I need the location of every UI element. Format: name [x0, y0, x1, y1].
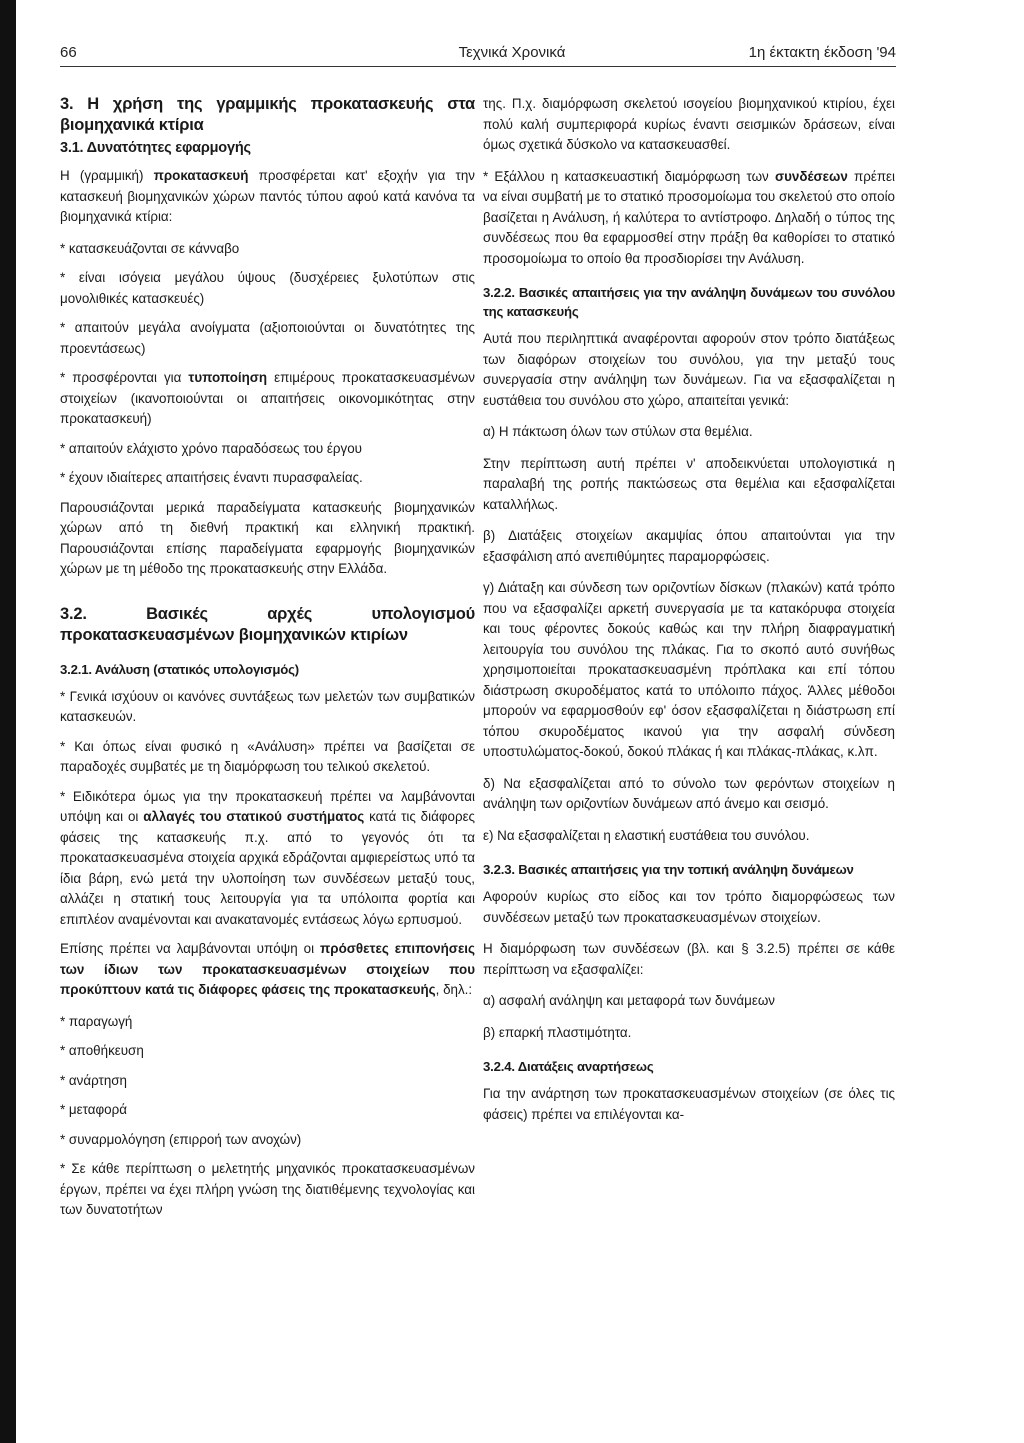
bullet-standardization: * προσφέρονται για τυποποίηση επιμέρους προκατασκευασμένων στοιχείων (ικανοποιούνται οι απαιτήσεις οικονομικότητας στην προκατασκευή) [60, 370, 475, 426]
global-requirements-paragraph: Αυτά που περιληπτικά αναφέρονται αφορούν στον τρόπο διατάξεως των διαφόρων στοιχείων του συνόλου, για την μεταξύ τους συνεργασία στην ανάληψη των δυνάμεων. Για να εξασφαλίζεται η ευστάθεια του συνόλου στο χώρο, απαιτείται γενικά: [483, 331, 895, 408]
hoisting-paragraph: Για την ανάρτηση των προκατασκευασμένων στοιχείων (σε όλες τις φάσεις) πρέπει να επιλέγονται κα- [483, 1086, 895, 1122]
phase-storage: * αποθήκευση [60, 1043, 144, 1058]
phase-assembly: * συναρμολόγηση (επιρροή των ανοχών) [60, 1131, 302, 1147]
right-column [483, 94, 895, 1136]
bullet-height: * είναι ισόγεια μεγάλου ύψους (δυσχέρειες ξυλοτύπων στις μονολιθικές κατασκευές) [60, 270, 475, 306]
requirement-a-detail: Στην περίπτωση αυτή πρέπει ν' αποδεικνύεται υπολογιστικά η παραλαβή της ροπής πακτώσεως στα θεμέλια και εξασφαλίζεται καταλλήλως. [483, 455, 895, 512]
left-column [60, 94, 475, 1230]
phase-transport: * μεταφορά [60, 1102, 127, 1117]
bullet-delivery-time: * απαιτούν ελάχιστο χρόνο παραδόσεως του έργου [60, 440, 362, 456]
bullet-grid: * κατασκευάζονται σε κάνναβο [60, 240, 240, 256]
examples-paragraph: Παρουσιάζονται μερικά παραδείγματα κατασκευής βιομηχανικών χώρων από τη διεθνή πρακτική και ελληνική πρακτική. Παρουσιάζονται επίσης παραδείγματα εφαρμογής βιομηχανικών χώρων με τη μέθοδο της προκατασκευής στην Ελλάδα. [60, 499, 475, 576]
bullet-spans: * απαιτούν μεγάλα ανοίγματα (αξιοποιούνται οι δυνατότητες της προεντάσεως) [60, 320, 475, 356]
section-3-2-2-heading: 3.2.2. Βασικές απαιτήσεις για την ανάληψη δυνάμεων του συνόλου της κατασκευής [483, 285, 895, 319]
header-rule [60, 66, 896, 67]
requirement-b: β) Διατάξεις στοιχείων ακαμψίας όπου απαιτούνται για την εξασφάλιση από ανεπιθύμητες παραμορφώσεις. [483, 528, 895, 564]
section-3-2-3-heading: 3.2.3. Βασικές απαιτήσεις για την τοπική ανάληψη δυνάμεων [483, 862, 854, 877]
intro-paragraph: Η (γραμμική) προκατασκευή προσφέρεται κατ' εξοχήν για την κατασκευή βιομηχανικών χώρων παντός τύπου αφού κατά κανόνα τα βιομηχανικά κτίρια: [60, 168, 475, 224]
requirement-d: δ) Να εξασφαλίζεται από το σύνολο των φερόντων στοιχείων η ανάληψη των οριζοντίων δυνάμεων από άνεμο και σεισμό. [483, 775, 895, 811]
phase-hoisting: * ανάρτηση [60, 1072, 127, 1088]
engineer-knowledge-paragraph: * Σε κάθε περίπτωση ο μελετητής μηχανικός προκατασκευασμένων έργων, πρέπει να έχει πλήρη γνώση της διατιθέμενης τεχνολογίας και των δυνατοτήτων [60, 1161, 475, 1217]
edition-label: 1η έκτακτη έκδοση '94 [748, 44, 896, 61]
requirement-c: γ) Διάταξη και σύνδεση των οριζοντίων δίσκων (πλακών) κατά τρόπο που να εξασφαλίζει αρκετή συνεργασία με τα κατακόρυφα στοιχεία και τους φέροντες δοκούς καθώς και την πλήρη διαφραγματική λειτουργία του συνόλου της πλάκας. Για το σκοπό αυτό συνήθως χρησιμοποιείται προκατασκευασμένη πρόπλακα και επί τόπου διάστρωση σκυροδέματος κατά το υπόλοιπο πάχος. Άλλες μέθοδοι μπορούν να εφαρμοσθούν εφ' όσον εξασφαλίζεται η διάστρωση επί τόπου σκυροδέματος ικανού για την ασφαλή σύνδεση υποστυλώματος-δοκού, δοκού πλάκας ή και πλάκας-πλάκας, κ.λπ. [483, 580, 895, 759]
requirement-e: ε) Να εξασφαλίζεται η ελαστική ευστάθεια του συνόλου. [483, 827, 810, 843]
connections-paragraph: * Εξάλλου η κατασκευαστική διαμόρφωση των συνδέσεων πρέπει να είναι συμβατή με το στατικό προσομοίωμα του σκελετού στο οποίο βασίζεται η Ανάλυση, ή καλύτερα το αντίστροφο. Δηλαδή ο τύπος της συνδέσεως που θα εφαρμοσθεί στην πράξη θα καθορίσει το στατικό προσομοίωμα το οποίο θα προσδιορίσει την Ανάλυση. [483, 168, 896, 266]
section-3-2-heading: 3.2. Βασικές αρχές υπολογισμού προκατασκευασμένων βιομηχανικών κτιρίων [60, 604, 475, 644]
analysis-rule-assumptions: * Και όπως είναι φυσικό η «Ανάλυση» πρέπει να βασίζεται σε παραδοχές συμβατές με τη διαμόρφωση του τελικού σκελετού. [60, 738, 475, 774]
phase-production: * παραγωγή [60, 1013, 133, 1029]
connections-design-paragraph: Η διαμόρφωση των συνδέσεων (βλ. και § 3.2.5) πρέπει σε κάθε περίπτωση να εξασφαλίζει: [483, 941, 895, 977]
local-requirements-paragraph: Αφορούν κυρίως στο είδος και τον τρόπο διαμορφώσεως των συνδέσεων μεταξύ των προκατασκευασμένων στοιχείων. [483, 889, 895, 925]
additional-stresses-paragraph: Επίσης πρέπει να λαμβάνονται υπόψη οι πρόσθετες επιπονήσεις των ίδιων των προκατασκευασμένων στοιχείων που προκύπτουν κατά τις διάφορες φάσεις της προκατασκευής, δηλ.: [60, 941, 475, 997]
section-3-heading: 3. Η χρήση της γραμμικής προκατασκευής στα βιομηχανικά κτίρια [60, 95, 475, 134]
continuation-paragraph: της. Π.χ. διαμόρφωση σκελετού ισογείου βιομηχανικού κτιρίου, έχει πολύ καλή συμπεριφορά κυρίως έναντι σεισμικών δράσεων, είναι όμως σχετικά δύσκολο να κατασκευασθεί. [483, 96, 895, 152]
requirement-a: α) Η πάκτωση όλων των στύλων στα θεμέλια. [483, 424, 753, 439]
analysis-rule-system-changes: * Ειδικότερα όμως για την προκατασκευή πρέπει να λαμβάνονται υπόψη και οι αλλαγές του στατικού συστήματος κατά τις διάφορες φάσεις της κατασκευής π.χ. από το γεγονός ότι τα προκατασκευασμένα στοιχεία αρχικά εδράζονται αμφιερείστως υπό τα ίδια βάρη, ενώ μετά την υλοποίηση των συνδέσεων μεταξύ τους, αλλάζει η στατική τους λειτουργία για τα υπόλοιπα φορτία και επιπλέον αναμένονται και ανακατανομές εντάσεως λόγω ερπυσμού. [60, 788, 476, 927]
connection-requirement-b: β) επαρκή πλαστιμότητα. [483, 1024, 632, 1040]
bullet-fire-safety: * έχουν ιδιαίτερες απαιτήσεις έναντι πυρασφαλείας. [60, 470, 363, 485]
section-3-2-1-heading: 3.2.1. Ανάλυση (στατικός υπολογισμός) [60, 661, 299, 677]
page-number: 66 [60, 44, 77, 61]
section-3-1-heading: 3.1. Δυνατότητες εφαρμογής [60, 140, 251, 156]
analysis-rule-general: * Γενικά ισχύουν οι κανόνες συντάξεως των μελετών των συμβατικών κατασκευών. [60, 688, 475, 724]
running-title: Τεχνικά Χρονικά [458, 44, 566, 61]
connection-requirement-a: α) ασφαλή ανάληψη και μεταφορά των δυνάμεων [483, 993, 775, 1008]
scan-edge [0, 0, 16, 1443]
section-3-2-4-heading: 3.2.4. Διατάξεις αναρτήσεως [483, 1059, 654, 1074]
